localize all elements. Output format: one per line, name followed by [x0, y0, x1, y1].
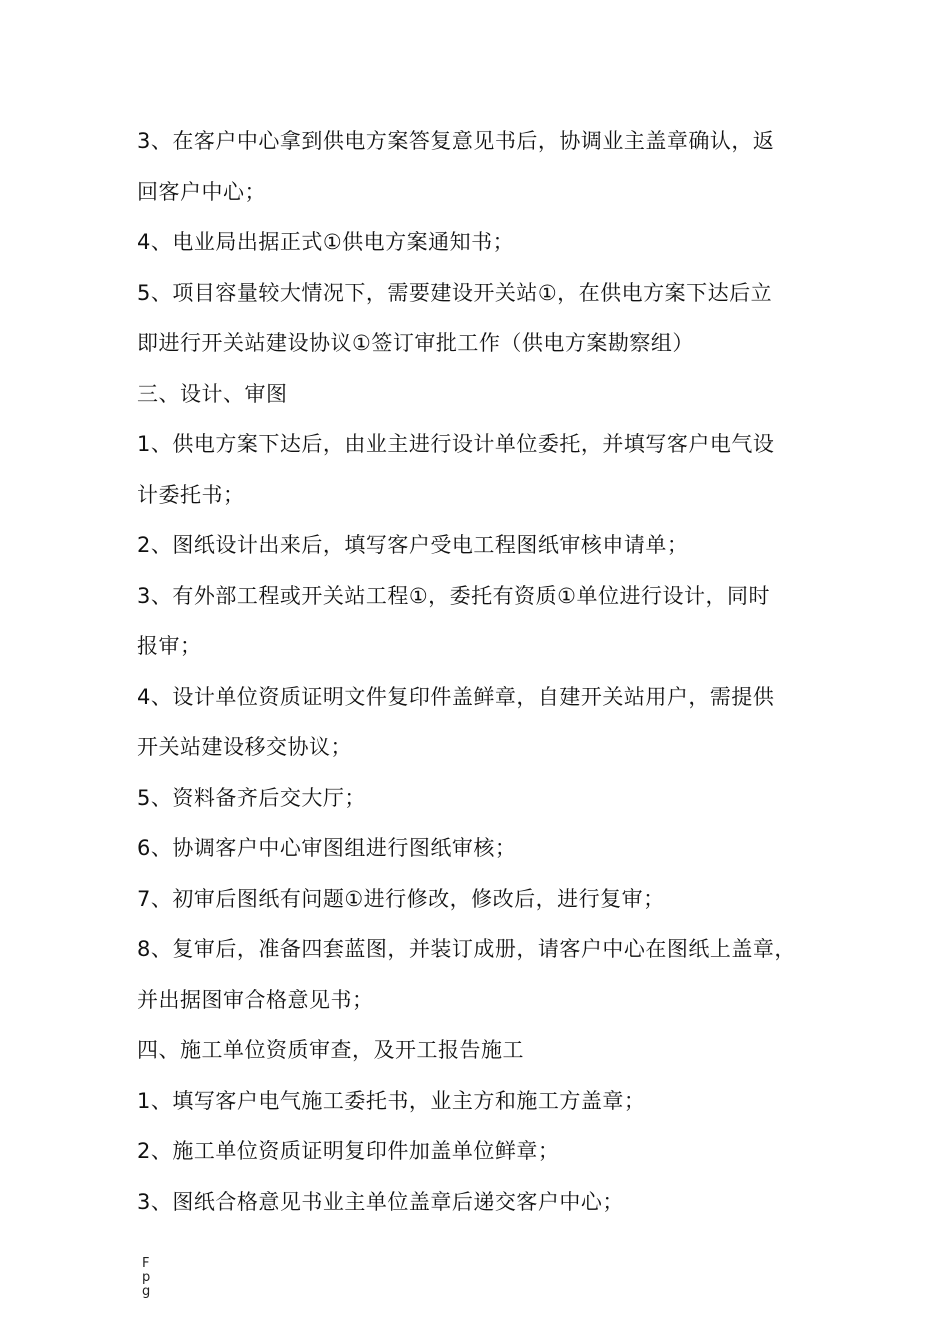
footer-char: p: [142, 1270, 151, 1285]
document-body: [137, 116, 817, 1227]
footer-char: F: [142, 1256, 150, 1271]
text-line: 1、供电方案下达后，由业主进行设计单位委托，并填写客户电气设: [137, 432, 775, 456]
page-footer-mark: [142, 1257, 162, 1299]
text-line: 开关站建设移交协议；: [137, 735, 352, 759]
section-heading: 四、施工单位资质审查，及开工报告施工: [137, 1038, 524, 1062]
text-line: 5、项目容量较大情况下，需要建设开关站①，在供电方案下达后立: [137, 280, 773, 305]
text-line: 报审；: [137, 634, 202, 658]
text-line: 4、电业局出据正式①供电方案通知书；: [137, 230, 515, 254]
text-line: 即进行开关站建设协议①签订审批工作（供电方案勘察组）: [137, 331, 694, 355]
text-line: 3、在客户中心拿到供电方案答复意见书后，协调业主盖章确认，返: [137, 129, 775, 153]
text-line: 1、填写客户电气施工委托书，业主方和施工方盖章；: [137, 1088, 646, 1113]
footer-char: g: [142, 1284, 151, 1299]
text-line: 并出据图审合格意见书；: [137, 987, 374, 1012]
text-line: 2、图纸设计出来后，填写客户受电工程图纸审核申请单；: [137, 533, 689, 557]
text-line: 回客户中心；: [137, 179, 266, 204]
text-line: 4、设计单位资质证明文件复印件盖鲜章，自建开关站用户，需提供: [137, 684, 775, 709]
text-line: 3、有外部工程或开关站工程①，委托有资质①单位进行设计，同时: [137, 583, 771, 608]
text-line: 计委托书；: [137, 482, 245, 507]
text-line: 5、资料备齐后交大厅；: [137, 785, 366, 810]
text-line: 7、初审后图纸有问题①进行修改，修改后，进行复审；: [137, 886, 665, 911]
text-line: 3、图纸合格意见书业主单位盖章后递交客户中心；: [137, 1189, 624, 1214]
text-line: 8、复审后，准备四套蓝图，并装订成册，请客户中心在图纸上盖章，: [137, 937, 796, 961]
section-heading: 三、设计、审图: [137, 381, 288, 406]
text-line: 2、施工单位资质证明复印件加盖单位鲜章；: [137, 1139, 560, 1163]
text-line: 6、协调客户中心审图组进行图纸审核；: [137, 836, 517, 860]
